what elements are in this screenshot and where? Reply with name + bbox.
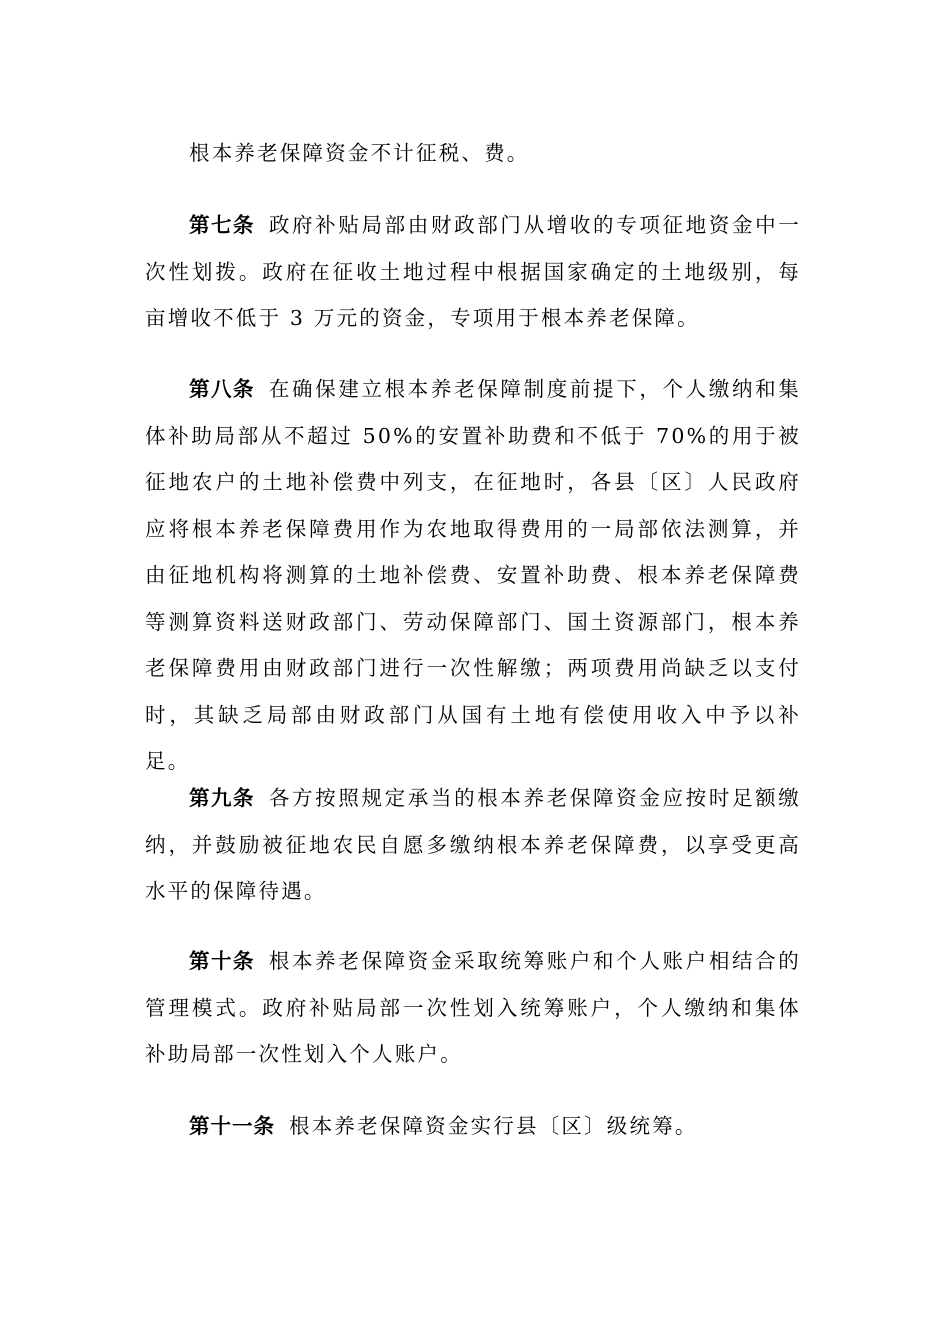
article-heading: 第七条 — [189, 213, 255, 237]
article-heading: 第十条 — [189, 949, 255, 973]
paragraph-text: 在确保建立根本养老保障制度前提下，个人缴纳和集体补助局部从不超过 50%的安置补助费和不低于 70%的用于被征地农户的土地补偿费中列支，在征地时，各县〔区〕人民政府应将根本养老保障费用作为农地取得费用的一局部依法测算，并由征地机构将测算的土地补偿费、安置补助费、根本养老保障费等测算资料送财政部门、劳动保障部门、国土资源部门，根本养老保障费用由财政部门进行一次性解缴；两项费用尚缺乏以支付时，其缺乏局部由财政部门从国有土地有偿使用收入中予以补足。 — [145, 377, 801, 773]
paragraph-text: 根本养老保障资金实行县〔区〕级统筹。 — [289, 1114, 698, 1138]
paragraph-article-9 — [145, 775, 801, 915]
paragraph-text: 各方按照规定承当的根本养老保障资金应按时足额缴纳，并鼓励被征地农民自愿多缴纳根本养老保障费，以享受更高水平的保障待遇。 — [145, 786, 801, 903]
article-heading: 第九条 — [189, 786, 255, 810]
paragraph-article-10 — [145, 938, 801, 1078]
paragraph-article-11 — [145, 1103, 801, 1150]
paragraph-text: 根本养老保障资金采取统筹账户和个人账户相结合的管理模式。政府补贴局部一次性划入统筹账户，个人缴纳和集体补助局部一次性划入个人账户。 — [145, 949, 801, 1066]
article-heading: 第十一条 — [189, 1114, 275, 1138]
paragraph-article-8 — [145, 366, 801, 785]
paragraph-text: 根本养老保障资金不计征税、费。 — [189, 141, 530, 165]
article-heading: 第八条 — [189, 377, 255, 401]
paragraph-article-7 — [145, 202, 801, 342]
paragraph-text: 政府补贴局部由财政部门从增收的专项征地资金中一次性划拨。政府在征收土地过程中根据国家确定的土地级别，每亩增收不低于 3 万元的资金，专项用于根本养老保障。 — [145, 213, 801, 330]
paragraph-tax-exemption — [145, 130, 801, 177]
